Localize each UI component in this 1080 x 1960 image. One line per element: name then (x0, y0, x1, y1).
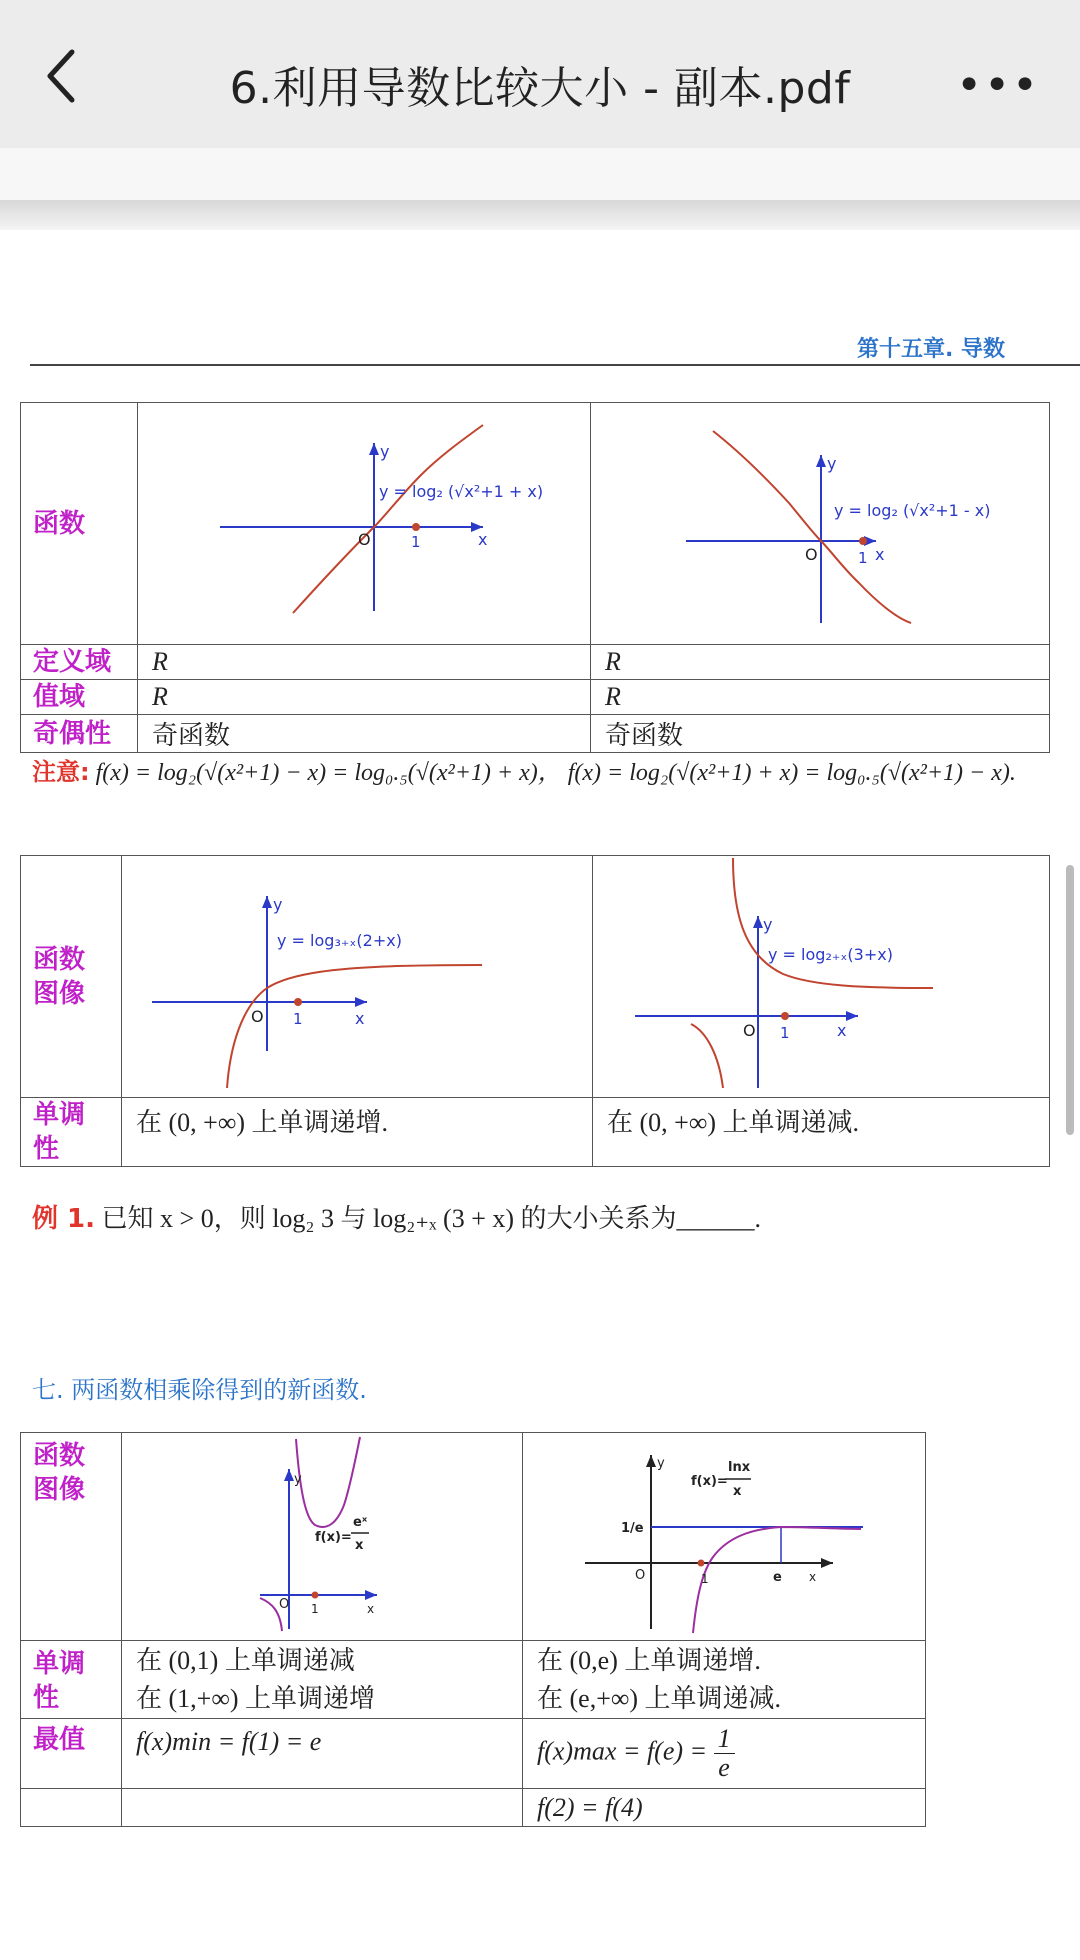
header-rule (30, 364, 1080, 366)
origin-label: O (743, 1021, 756, 1040)
app-header (0, 0, 1080, 148)
row-label-parity: 奇偶性 (21, 715, 138, 753)
note-formula: f(x) = log₂(√(x²+1) − x) = log₀.₅(√(x²+1) + x)， f(x) = log₂(√(x²+1) + x) = log₀.₅(√(x²+1) − x). (95, 760, 1016, 786)
toolbar-spacer (0, 148, 1080, 200)
function-numerator: eˣ (353, 1515, 368, 1530)
scrollbar-thumb[interactable] (1066, 865, 1074, 1135)
row-label-monotonicity: 单调 性 (21, 1098, 122, 1167)
graph-function-label: y = log₂ (√x²+1 - x) (834, 501, 991, 520)
x-axis-label: x (837, 1021, 847, 1040)
product-quotient-table (20, 1432, 926, 1827)
chapter-header: 第十五章. 导数 (856, 337, 1005, 362)
log-function-table (20, 402, 1050, 753)
tick-one-label: 1 (858, 549, 868, 567)
x-axis-label: x (875, 545, 885, 564)
graph-log3x-2x (122, 856, 592, 1092)
monotonicity-line: 在 (0,1) 上单调递减 (136, 1645, 355, 1675)
row-label-extreme: 最值 (21, 1719, 122, 1789)
graph-cell-6 (523, 1433, 926, 1641)
fraction-denominator: e (718, 1753, 730, 1782)
origin-label: O (635, 1568, 646, 1583)
e-mark-label: e (773, 1570, 782, 1585)
graph-lnx-over-x (523, 1433, 925, 1635)
row-label-domain: 定义域 (21, 645, 138, 680)
extreme-value-1: f(x)min = f(1) = e (122, 1719, 523, 1789)
function-numerator: lnx (728, 1460, 751, 1475)
page-divider (0, 200, 1080, 230)
domain-value-2: R (591, 645, 1050, 680)
y-axis-label: y (657, 1456, 665, 1471)
fraction-numerator: 1 (714, 1725, 735, 1754)
monotonicity-cell-1 (122, 1641, 523, 1719)
y-axis-label: y (380, 442, 390, 461)
graph-function-label: y = log₂₊ₓ(3+x) (768, 945, 893, 964)
equal-values-note: f(2) = f(4) (523, 1789, 926, 1827)
y-axis-label: y (273, 895, 283, 914)
example-label: 例 1. (32, 1204, 96, 1234)
tick-one-label: 1 (701, 1572, 709, 1586)
example-1 (32, 1198, 761, 1235)
graph-function-label: y = log₂ (√x²+1 + x) (379, 482, 544, 501)
y-axis-label: y (763, 915, 773, 934)
x-axis-label: x (355, 1009, 365, 1028)
function-denominator: x (355, 1538, 364, 1553)
monotonicity-cell-2 (523, 1641, 926, 1719)
domain-value-1: R (138, 645, 591, 680)
more-options-icon[interactable]: ••• (956, 60, 1040, 111)
y-mark-label: 1/e (621, 1521, 644, 1536)
origin-label: O (251, 1007, 264, 1026)
graph-log2-minus (591, 403, 1049, 639)
graph-cell-3 (122, 856, 593, 1098)
row-label-function: 函数 (21, 403, 138, 645)
graph-log2x-3x (593, 856, 1049, 1092)
empty-cell (122, 1789, 523, 1827)
graph-ex-over-x (122, 1433, 522, 1635)
row-label-monotonicity: 单调 性 (21, 1641, 122, 1719)
function-name: f(x)= (315, 1530, 352, 1545)
tick-one-label: 1 (780, 1024, 790, 1042)
parity-value-2: 奇函数 (591, 715, 1050, 753)
origin-label: O (358, 530, 371, 549)
fraction (714, 1725, 735, 1782)
note-label: 注意: (32, 758, 90, 786)
tick-one-label: 1 (311, 1602, 319, 1616)
graph-cell-2 (591, 403, 1050, 645)
example-text: 已知 x > 0，则 log₂ 3 与 log₂₊ₓ (3 + x) 的大小关系为______. (101, 1204, 762, 1233)
tick-one-label: 1 (411, 533, 421, 551)
range-value-1: R (138, 680, 591, 715)
row-label-graph: 函数 图像 (21, 856, 122, 1098)
section-title: 七. 两函数相乘除得到的新函数. (32, 1376, 367, 1404)
monotonicity-value-1: 在 (0, +∞) 上单调递增. (122, 1098, 593, 1167)
x-axis-label: x (478, 530, 488, 549)
row-label-graph: 函数 图像 (21, 1433, 122, 1641)
monotonicity-line: 在 (1,+∞) 上单调递增 (136, 1683, 376, 1713)
graph-function-label: y = log₃₊ₓ(2+x) (277, 931, 402, 950)
document-title: 6.利用导数比较大小 - 副本.pdf (229, 63, 851, 114)
tick-one-label: 1 (293, 1010, 303, 1028)
log-base-table (20, 855, 1050, 1167)
graph-cell-4 (593, 856, 1050, 1098)
monotonicity-value-2: 在 (0, +∞) 上单调递减. (593, 1098, 1050, 1167)
x-axis-label: x (809, 1570, 817, 1584)
parity-value-1: 奇函数 (138, 715, 591, 753)
graph-cell-1 (138, 403, 591, 645)
row-label-range: 值域 (21, 680, 138, 715)
empty-cell (21, 1789, 122, 1827)
y-axis-label: y (827, 454, 837, 473)
extreme-formula: f(x)max = f(e) = (537, 1736, 708, 1766)
function-name: f(x)= (691, 1474, 728, 1489)
range-value-2: R (591, 680, 1050, 715)
graph-cell-5 (122, 1433, 523, 1641)
monotonicity-line: 在 (e,+∞) 上单调递减. (537, 1683, 782, 1713)
origin-label: O (805, 545, 818, 564)
extreme-value-2 (523, 1719, 926, 1789)
x-axis-label: x (367, 1602, 375, 1616)
y-axis-label: y (294, 1472, 302, 1487)
origin-label: O (279, 1597, 290, 1612)
note-line (32, 752, 1016, 787)
graph-log2-plus (138, 403, 590, 639)
function-denominator: x (733, 1484, 742, 1499)
monotonicity-line: 在 (0,e) 上单调递增. (537, 1645, 761, 1675)
